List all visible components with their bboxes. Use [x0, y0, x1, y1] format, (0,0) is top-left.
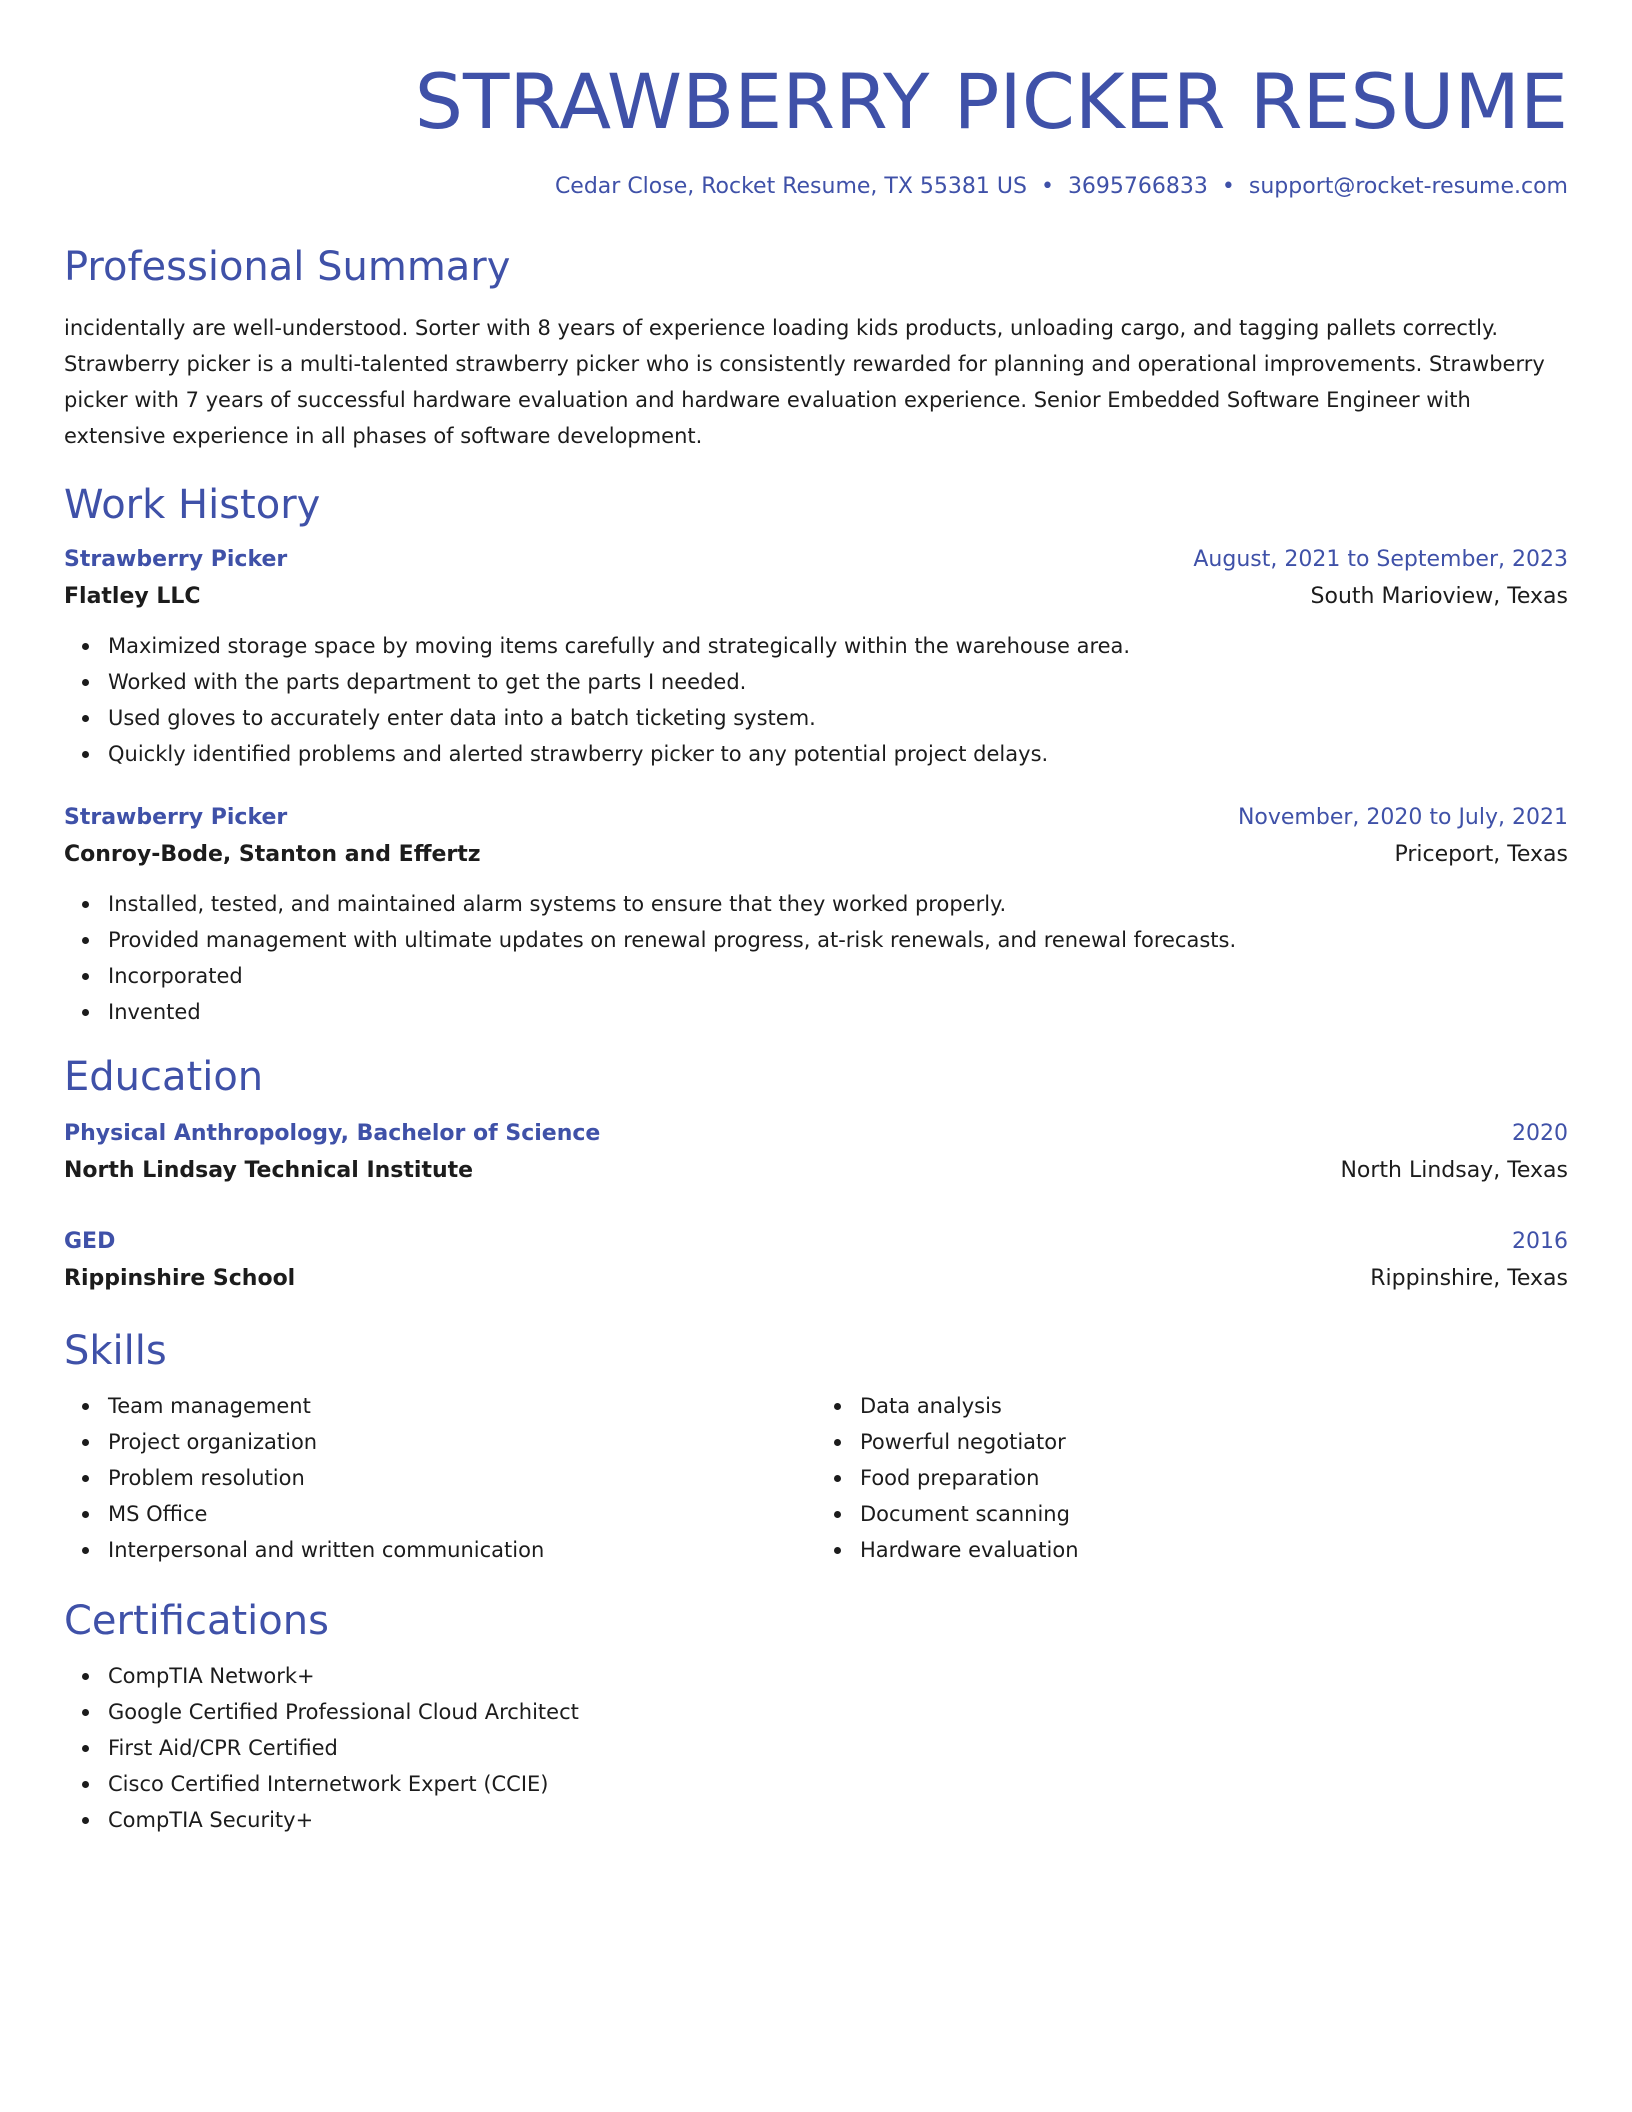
skills-grid: [64, 1388, 1568, 1568]
list-item: Problem resolution: [108, 1460, 816, 1496]
contact-email: support@rocket-resume.com: [1248, 174, 1568, 199]
list-item: Data analysis: [860, 1388, 1568, 1424]
list-item: First Aid/CPR Certified: [108, 1730, 1568, 1766]
list-item: CompTIA Security+: [108, 1802, 1568, 1838]
contact-separator: •: [1040, 174, 1054, 199]
contact-phone: 3695766833: [1067, 174, 1208, 199]
job-duties-list: [64, 628, 1568, 772]
education-entry: [64, 1224, 1568, 1298]
list-item: Cisco Certified Internetwork Expert (CCIE): [108, 1766, 1568, 1802]
education-school: Rippinshire School: [64, 1266, 296, 1291]
list-item: Project organization: [108, 1424, 816, 1460]
contact-address: Cedar Close, Rocket Resume, TX 55381 US: [554, 174, 1027, 199]
job-duties-list: [64, 886, 1568, 1030]
skills-heading: Skills: [64, 1328, 167, 1374]
education-school-row: [64, 1260, 1568, 1298]
education-year: 2020: [1512, 1121, 1568, 1146]
certifications-heading: Certifications: [64, 1598, 329, 1644]
list-item: CompTIA Network+: [108, 1658, 1568, 1694]
education-school-row: [64, 1152, 1568, 1190]
job-entry: [64, 542, 1568, 772]
list-item: Hardware evaluation: [860, 1532, 1568, 1568]
education-degree: GED: [64, 1229, 116, 1254]
list-item: Worked with the parts department to get the parts I needed.: [108, 664, 1568, 700]
job-title: Strawberry Picker: [64, 805, 288, 830]
education-header-row: [64, 1116, 1568, 1152]
education-location: North Lindsay, Texas: [1340, 1158, 1568, 1183]
list-item: MS Office: [108, 1496, 816, 1532]
job-dates: August, 2021 to September, 2023: [1193, 547, 1568, 572]
list-item: Quickly identified problems and alerted strawberry picker to any potential project delays.: [108, 736, 1568, 772]
education-heading: Education: [64, 1054, 264, 1100]
education-location: Rippinshire, Texas: [1370, 1266, 1568, 1291]
job-header-row: [64, 542, 1568, 578]
summary-heading: Professional Summary: [64, 244, 511, 290]
job-location: South Marioview, Texas: [1310, 584, 1568, 609]
job-company: Flatley LLC: [64, 584, 201, 609]
list-item: Invented: [108, 994, 1568, 1030]
job-company: Conroy-Bode, Stanton and Effertz: [64, 842, 481, 867]
education-entry: [64, 1116, 1568, 1190]
list-item: Food preparation: [860, 1460, 1568, 1496]
job-location: Priceport, Texas: [1394, 842, 1568, 867]
education-school: North Lindsay Technical Institute: [64, 1158, 474, 1183]
education-year: 2016: [1512, 1229, 1568, 1254]
resume-title: STRAWBERRY PICKER RESUME: [414, 57, 1568, 146]
work-history-heading: Work History: [64, 482, 321, 528]
job-header-row: [64, 800, 1568, 836]
job-company-row: [64, 578, 1568, 616]
list-item: Used gloves to accurately enter data into a batch ticketing system.: [108, 700, 1568, 736]
list-item: Team management: [108, 1388, 816, 1424]
list-item: Provided management with ultimate updates on renewal progress, at-risk renewals, and renewal forecasts.: [108, 922, 1568, 958]
certifications-list: [64, 1658, 1568, 1838]
summary-text: incidentally are well-understood. Sorter with 8 years of experience loading kids products, unloading cargo, and tagging pallets correctly. Strawberry picker is a multi-talented strawberry picker who is consistently rewarded for planning and operational improvements. Strawberry picker with 7 years of successful hardware evaluation and hardware evaluation experience. Senior Embedded Software Engineer with extensive experience in all phases of software development.: [64, 316, 1545, 448]
skills-list-left: [64, 1388, 816, 1568]
contact-separator: •: [1221, 174, 1235, 199]
job-company-row: [64, 836, 1568, 874]
job-title: Strawberry Picker: [64, 547, 288, 572]
list-item: Interpersonal and written communication: [108, 1532, 816, 1568]
education-degree: Physical Anthropology, Bachelor of Science: [64, 1121, 601, 1146]
job-dates: November, 2020 to July, 2021: [1237, 805, 1568, 830]
list-item: Document scanning: [860, 1496, 1568, 1532]
list-item: Google Certified Professional Cloud Architect: [108, 1694, 1568, 1730]
resume-header: [64, 54, 1568, 202]
job-entry: [64, 800, 1568, 1030]
list-item: Powerful negotiator: [860, 1424, 1568, 1460]
list-item: Maximized storage space by moving items carefully and strategically within the warehouse area.: [108, 628, 1568, 664]
education-header-row: [64, 1224, 1568, 1260]
list-item: Installed, tested, and maintained alarm systems to ensure that they worked properly.: [108, 886, 1568, 922]
skills-list-right: [816, 1388, 1568, 1568]
contact-line: [64, 172, 1568, 202]
list-item: Incorporated: [108, 958, 1568, 994]
